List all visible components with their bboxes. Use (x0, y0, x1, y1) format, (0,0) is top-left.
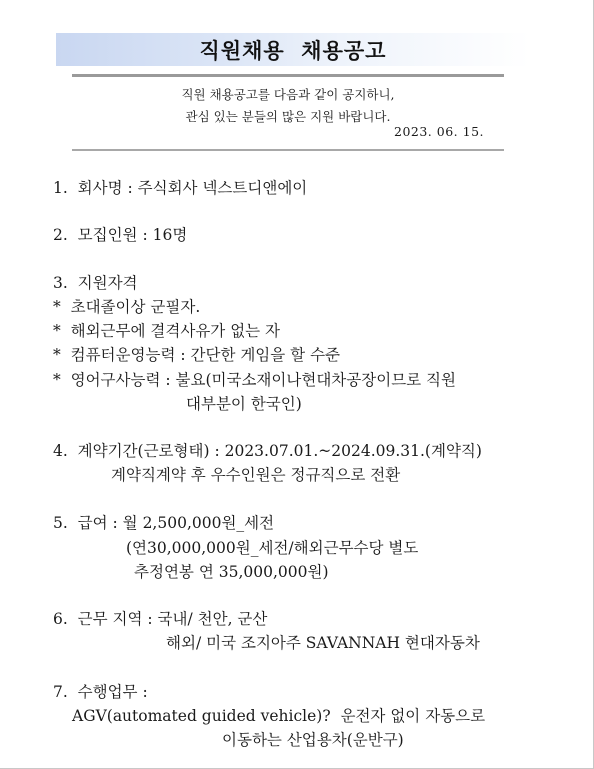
section-duties: 7. 수행업무 : (53, 683, 148, 701)
section-salary: 5. 급여 : 월 2,500,000원_세전 (53, 514, 275, 532)
document-title: 직원채용 채용공고 (199, 38, 387, 63)
section-contract: 4. 계약기간(근로형태) : 2023.07.01.~2024.09.31.(계약직) (53, 442, 482, 460)
contract-note: 계약직계약 후 우수인원은 정규직으로 전환 (111, 466, 401, 484)
qualification-item: * 해외근무에 결격사유가 없는 자 (53, 322, 281, 340)
qualification-item: * 영어구사능력 : 불요(미국소재이나현대차공장이므로 직원 (53, 371, 457, 389)
salary-estimate: 추정연봉 연 35,000,000원) (134, 563, 329, 581)
section-qualifications-heading: 3. 지원자격 (53, 274, 138, 292)
notice-date: 2023. 06. 15. (394, 124, 484, 139)
duties-description: AGV(automated guided vehicle)? 운전자 없이 자동으로 (72, 707, 486, 725)
qualification-item: * 컴퓨터운영능력 : 간단한 게임을 할 수준 (53, 346, 341, 364)
top-divider (72, 74, 504, 77)
intro-line-1: 직원 채용공고를 다음과 같이 공지하니, (181, 87, 395, 102)
location-overseas: 해외/ 미국 조지아주 SAVANNAH 현대자동차 (166, 634, 480, 652)
section-headcount: 2. 모집인원 : 16명 (53, 226, 188, 244)
duties-description-continued: 이동하는 산업용차(운반구) (222, 731, 404, 749)
bottom-divider (72, 149, 504, 151)
title-banner (56, 33, 530, 66)
intro-line-2: 관심 있는 분들의 많은 지원 바랍니다. (185, 109, 391, 124)
section-company: 1. 회사명 : 주식회사 넥스트디앤에이 (53, 179, 308, 197)
section-location: 6. 근무 지역 : 국내/ 천안, 군산 (53, 610, 268, 628)
qualification-continuation: 대부분이 한국인) (186, 395, 302, 413)
qualification-item: * 초대졸이상 군필자. (53, 298, 201, 316)
salary-annual: (연30,000,000원_세전/해외근무수당 별도 (126, 539, 419, 557)
